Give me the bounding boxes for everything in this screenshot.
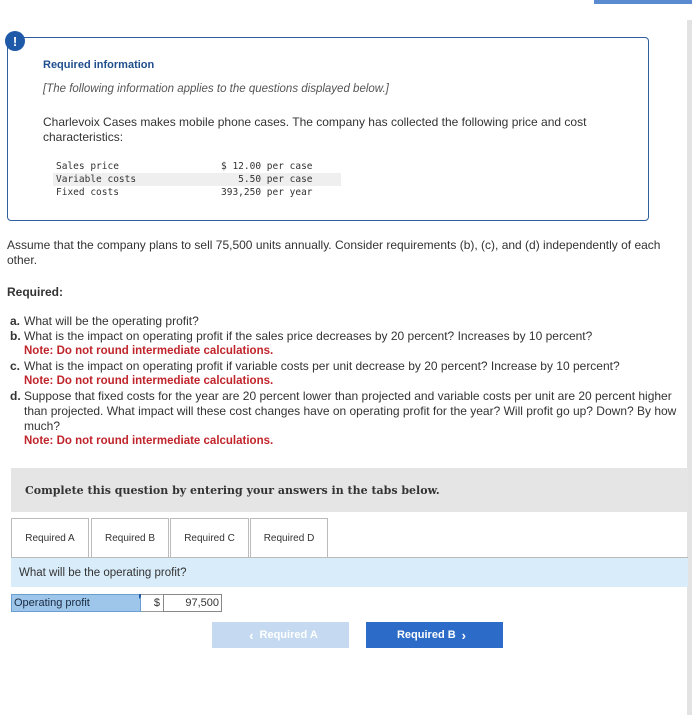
tab-required-a[interactable]: Required A — [11, 518, 89, 559]
alert-icon: ! — [5, 31, 25, 51]
chevron-right-icon: › — [461, 627, 467, 643]
requirement-item — [10, 314, 680, 329]
requirement-letter: d. — [10, 389, 21, 403]
requirement-note: Note: Do not round intermediate calculations. — [24, 375, 274, 387]
cost-row — [53, 160, 341, 173]
info-intro: Charlevoix Cases makes mobile phone cases. The company has collected the following price and cost characteristics: — [43, 115, 587, 144]
cost-label: Fixed costs — [56, 187, 119, 198]
info-title: Required information — [43, 59, 155, 71]
top-accent-strip — [594, 0, 692, 4]
cost-label: Variable costs — [53, 173, 218, 186]
info-subtitle: [The following information applies to the questions displayed below.] — [43, 83, 389, 95]
next-button-label: Required B — [396, 629, 456, 641]
chevron-left-icon: ‹ — [249, 627, 254, 643]
requirement-note: Note: Do not round intermediate calculations. — [24, 345, 274, 357]
required-info-box — [7, 37, 649, 221]
requirement-letter: b. — [10, 329, 21, 343]
cost-table — [53, 160, 341, 199]
requirement-text: What is the impact on operating profit if the sales price decreases by 20 percent? Increases by 10 percent? — [24, 329, 593, 343]
tab-required-b[interactable]: Required B — [91, 518, 169, 558]
cost-value: $ 12.00 per case — [221, 161, 313, 172]
cost-row — [53, 186, 341, 199]
requirement-note: Note: Do not round intermediate calculations. — [24, 435, 274, 447]
prev-button-label: Required A — [259, 629, 318, 641]
required-heading: Required: — [7, 285, 64, 299]
next-required-button[interactable] — [366, 622, 503, 648]
requirement-text: What is the impact on operating profit if variable costs per unit decrease by 20 percent? Increase by 10 percent? — [24, 359, 620, 373]
cost-value: 393,250 per year — [221, 187, 313, 198]
prev-required-button[interactable] — [212, 622, 349, 648]
requirement-letter: a. — [10, 314, 21, 328]
tab-required-d[interactable]: Required D — [250, 518, 328, 558]
cost-value: 5.50 per case — [218, 173, 341, 186]
scrollbar[interactable] — [687, 20, 692, 715]
requirement-text: Suppose that fixed costs for the year are 20 percent lower than projected and variable costs per unit are 20 percent higher than projected. What impact will these cost changes have on operating profit for the year? Will profit go up? Down? By how much? — [24, 389, 677, 433]
question-text: What will be the operating profit? — [11, 558, 688, 587]
requirement-text: What will be the operating profit? — [24, 314, 199, 328]
currency-symbol: $ — [141, 594, 163, 612]
requirement-letter: c. — [10, 359, 21, 373]
operating-profit-input[interactable] — [163, 594, 222, 612]
requirement-item — [10, 389, 680, 449]
answer-label: Operating profit — [11, 594, 141, 612]
requirement-item — [10, 359, 680, 389]
cost-label: Sales price — [56, 161, 119, 172]
assumption-text: Assume that the company plans to sell 75,500 units annually. Consider requirements (b), (c), and (d) independently of each other. — [7, 238, 661, 267]
requirement-item — [10, 329, 680, 359]
complete-prompt: Complete this question by entering your answers in the tabs below. — [11, 468, 688, 512]
requirements-list — [10, 314, 680, 449]
tab-required-c[interactable]: Required C — [170, 518, 249, 558]
cost-row — [53, 173, 341, 186]
